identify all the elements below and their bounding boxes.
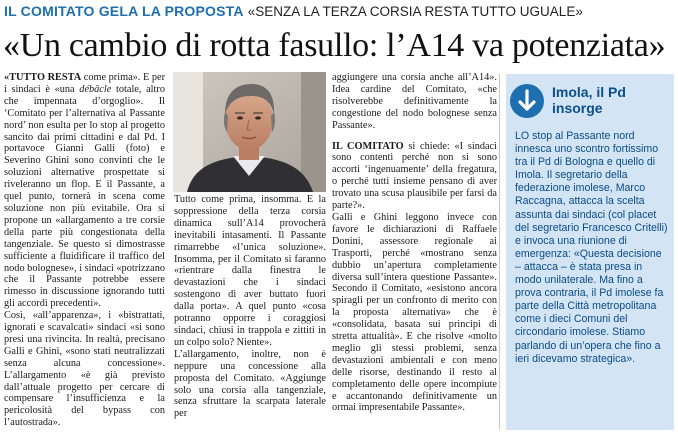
article-column-2 bbox=[174, 194, 326, 420]
col3-paragraph-3: Galli e Ghini leggono invece con favore le dichiarazioni di Raffaele Donini, assessore regionale ai Trasporti, perché «mostrano senza dubbio un’apertura completamente diversa sull’intera questione Passante». Secondo il Comitato, «esistono ancora spiragli per un confronto di merito con la proposta alternativa» che è «consolidata, basata sui principi di stretta attualità». E che risolve «molto meglio gli stessi problemi, senza devastazioni ambientali e con meno delle risorse, destinando il resto al completamento delle opere incompiute e accantonando definitivamente un ormai impresentabile Passante». bbox=[332, 211, 497, 414]
col1-paragraph-1 bbox=[4, 72, 165, 310]
col1-lead: «TUTTO RESTA bbox=[4, 72, 82, 83]
portrait-photo bbox=[173, 72, 326, 192]
down-arrow-icon bbox=[510, 84, 544, 118]
kicker bbox=[4, 3, 676, 23]
kicker-section: IL COMITATO GELA LA PROPOSTA bbox=[4, 3, 244, 19]
sidebar-title: Imola, il Pd insorge bbox=[552, 84, 626, 116]
portrait-photo-icon bbox=[173, 72, 326, 192]
sidebar-body: LO stop al Passante nord innesca uno scontro fortissimo tra il Pd di Bologna e quello di Imola. Il segretario della federazione imolese, Marco Raccagna, attacca la scelta assunta dai sindaci (col placet del segretario Francesco Critelli) e invoca una riunione di emergenza: «Questa decisione – attacca – è stata presa in modo unilaterale. Ma fino a prova contraria, il Pd imolese fa parte della Città metropolitana come i dieci Comuni del circondario imolese. Stiamo parlando di un’opera che fino a ieri dicevamo strategica». bbox=[515, 130, 668, 365]
col1-debacle: débâcle bbox=[79, 83, 112, 95]
article-column-1 bbox=[4, 72, 165, 429]
col1-lead-rest: come prima». E per i sindaci è «una bbox=[4, 72, 165, 95]
col3-paragraph-2 bbox=[332, 141, 497, 212]
column-divider bbox=[499, 74, 500, 430]
kicker-quote: «SENZA LA TERZA CORSIA RESTA TUTTO UGUALE» bbox=[247, 4, 583, 19]
col3-lead: IL COMITATO bbox=[332, 140, 404, 152]
col3-paragraph-1: aggiungere una corsia anche all’A14». Idea cardine del Comitato, «che risolverebbe definitivamente la congestione del nodo bolognese senza Passante». bbox=[332, 72, 497, 131]
headline: «Un cambio di rotta fasullo: l’A14 va potenziata» bbox=[3, 27, 666, 64]
col2-paragraph-1: Tutto come prima, insomma. E la soppressione della terza corsia dinamica sull’A14 provocherà inevitabili intasamenti. Il Passante rimarrebbe «l’unica soluzione». Insomma, per il Comitato si faranno «rientrare dalla finestra le devastazioni che i sindaci sostengono di aver buttato fuori dalla porta». A quel punto «cosa potranno opporre i coraggiosi sindaci, chiusi in trappola e zittiti in un colpo solo? Niente». bbox=[174, 194, 326, 348]
article-column-3 bbox=[332, 72, 497, 414]
sidebar-box bbox=[506, 74, 674, 430]
sidebar-header bbox=[506, 80, 674, 126]
col1-p1-rest: totale, altro che impennata d’orgoglio». Il ‘Comitato per l’alternativa al Passante nord’ non esulta per lo stop al progetto sancito dai primi cittadini e dal Pd. I portavoce Gianni Galli (foto) e Severino Ghini sono convinti che le soluzioni alternative prospettate si riveleranno un flop. E il Passante, a quel punto, tornerà in scena come soluzione non più evitabile. Ora si propone un «allargamento a tre corsie della parte più congestionata della tangenziale. Se questo si dimostrasse sufficiente a fluidificare il traffico del nodo bolognese», i sindaci «potrizzano che il Passante potrebbe essere rimesso in discussione ignorando tutti gli accordi precedenti». bbox=[4, 83, 165, 310]
col1-paragraph-2: Così, «all’apparenza», i «bistrattati, ignorati e scavalcati» sindaci «si sono presi una rivincita. In realtà, precisano Galli e Ghini, «sono stati neutralizzati senza alcuna concessione». L’allargamento «è già previsto dall’attuale progetto per cercare di compensare l’insufficienza e la pericolosità del bypass con l’autostrada». bbox=[4, 310, 165, 429]
col3-p2-rest: si chiede: «I sindaci sono contenti perché non si sono accorti ‘ingenuamente’ della fregatura, o perché tutti insieme pensano di aver trovato una scusa plausibile per farsi da parte?». bbox=[332, 140, 497, 212]
col2-paragraph-2: L’allargamento, inoltre, non è neppure una concessione alla proposta del Comitato. «Aggiunge solo una corsia alla tangenziale, senza sfruttare la scarpata laterale per bbox=[174, 348, 326, 420]
